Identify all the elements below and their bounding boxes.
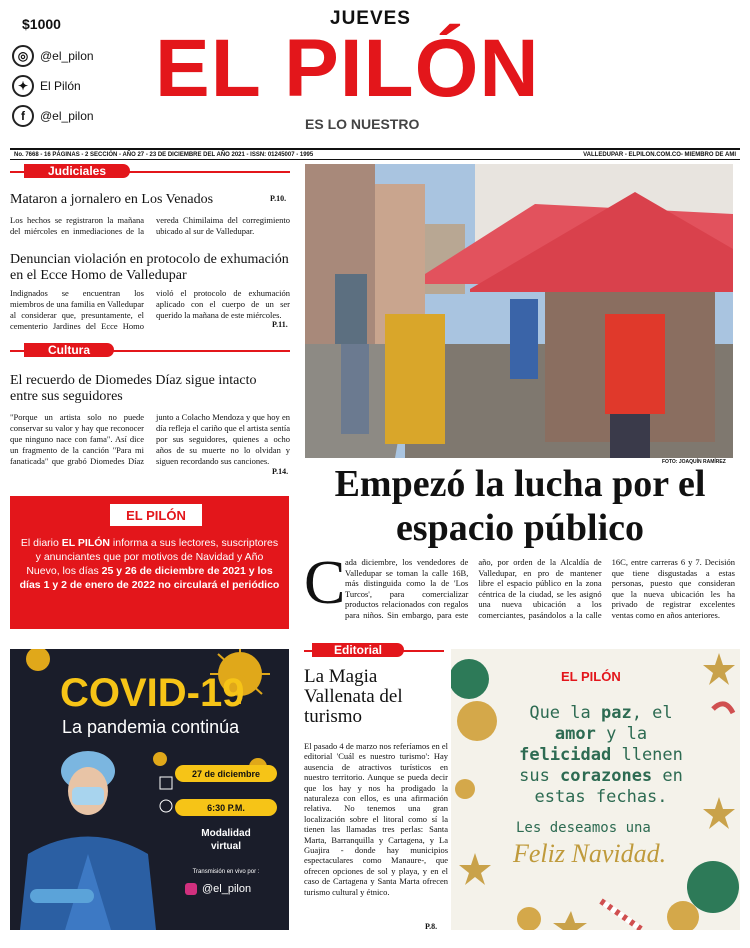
story-body: Indignados se encuentran los miembros de una familia en Valledupar al considerar que, presuntamente, el cementerio Jardines del Ecce Homo violó el protocolo de exhumación aplicado con el cuerpo de un ser querido la mañana de este miércoles. <box>10 288 290 331</box>
tab-judiciales: Judiciales <box>24 164 130 178</box>
covid-ad <box>10 649 289 930</box>
drop-cap: C <box>304 549 346 617</box>
story-headline: Mataron a jornalero en Los Venados <box>10 192 214 207</box>
page-ref: P.10. <box>270 194 287 203</box>
social-instagram[interactable] <box>12 45 94 67</box>
front-photo <box>305 164 733 458</box>
covid-subtitle: La pandemia continúa <box>62 717 240 737</box>
event-mode: Modalidad virtual <box>201 828 251 852</box>
xmas-wish: Les deseamos una <box>516 820 651 836</box>
xmas-message: Que la paz, el amor y la felicidad llenen sus corazones en estas fechas. <box>519 703 683 807</box>
tab-cultura: Cultura <box>24 343 114 357</box>
photo-credit: FOTO: JOAQUÍN RAMÍREZ <box>662 459 726 465</box>
weekday: JUEVES <box>330 8 411 29</box>
event-date: 27 de diciembre <box>175 765 277 782</box>
story-body: Los hechos se registraron la mañana del miércoles en inmediaciones de la vereda Chimilaima del corregimiento ubicado al sur de Valledupar. <box>10 215 290 236</box>
xmas-logo: EL PILÓN <box>561 669 621 684</box>
tab-editorial: Editorial <box>312 643 404 657</box>
twitter-handle: El Pilón <box>40 79 81 93</box>
issue-info: No. 7668 - 16 PÁGINAS - 2 SECCIÓN - AÑO 27 - 23 DE DICIEMBRE DEL AÑO 2021 - ISSN: 01245007 - 1995 <box>14 151 314 158</box>
issue-site: VALLEDUPAR - ELPILON.COM.CO- MIEMBRO DE AMI <box>583 151 736 158</box>
main-headline: Empezó la lucha por el espacio público <box>334 463 706 549</box>
street-market-photo <box>305 164 733 458</box>
xmas-feliz-navidad: Feliz Navidad. <box>513 839 667 868</box>
twitter-icon: ✦ <box>12 75 34 97</box>
page-ref: P.11. <box>272 320 288 329</box>
slogan: ES LO NUESTRO <box>305 116 420 132</box>
covid-title: COVID-19 <box>60 671 245 715</box>
instagram-icon <box>185 883 197 895</box>
page-ref: P.8. <box>425 922 438 931</box>
story-headline: Denuncian violación en protocolo de exhumación en el Ecce Homo de Valledupar <box>10 252 289 283</box>
event-time: 6:30 P.M. <box>175 799 277 816</box>
page-ref: P.14. <box>272 467 289 476</box>
facebook-handle: @el_pilon <box>40 109 94 123</box>
christmas-ad <box>451 649 740 930</box>
notice-text: El diario EL PILÓN informa a sus lectores, suscriptores y anunciantes que por motivos de Navidad y Año Nuevo, los días 25 y 26 de diciembre de 2021 y los días 1 y 2 de enero de 2022 no circulará el periódico <box>19 537 280 591</box>
instagram-handle: @el_pilon <box>40 49 94 63</box>
social-facebook[interactable] <box>12 105 94 127</box>
facebook-icon: f <box>12 105 34 127</box>
circulation-notice <box>10 496 289 629</box>
live-handle[interactable]: @el_pilon <box>185 883 251 895</box>
editorial-title: La Magia Vallenata del turismo <box>304 666 403 727</box>
price: $1000 <box>22 16 61 32</box>
social-twitter[interactable] <box>12 75 81 97</box>
story-headline: El recuerdo de Diomedes Díaz sigue intacto entre sus seguidores <box>10 373 257 404</box>
main-story-body: ada diciembre, los vendedores de Valledupar se toman la calle 16B, más distinguida como la de 'Los Turcos', para comercializar productos relacionados con regalos para niños. Sin embargo, para este año, por orden de la Alcaldía de Valledupar, en pro de mantener libre el espacio público en la zona céntrica de la ciudad, se les asignó una nueva ubicación a los comerciantes, pasándolos a la calle 16C, entre carreras 6 y 7. Decisión que tiene disgustadas a estas personas, puesto que consideran que la nueva ubicación les ha privado de registrar excelentes ventas como en años anteriores. <box>345 557 735 620</box>
masthead-logo: EL PILÓN <box>155 23 540 114</box>
notice-logo: EL PILÓN <box>110 504 202 526</box>
editorial-body: El pasado 4 de marzo nos referíamos en el editorial 'Cuál es nuestro turismo': Hay ausencia de atractivos turísticos en nuestro territorio. Aunque se pueda decir que los hay y nos ha prodigado la naturaleza con ellos, es una afirmación relativa. No tenemos una gran localización sobre el litoral como sí la tienen las llamadas tres perlas: Santa Marta, Barranquilla y Cartagena, y La Guajira - donde hay municipios espectaculares como Manaure-, que ofrecen opciones de sol y playa, y en el caso de Cartagena y Santa Marta ofrecen turismo cultural y étnico. <box>304 741 448 897</box>
instagram-icon: ◎ <box>12 45 34 67</box>
issue-info-bar <box>10 148 740 160</box>
story-body: "Porque un artista solo no puede conservar su valor y hay que reconocer que ninguno nace con fama". Así dice un fragmento de la canción "Para mi fanaticada" que grabó Diomedes Díaz junto a Colacho Mendoza y que hoy en día refleja el cariño que el artista sentía por sus seguidores, quienes a ocho años de su muerte no lo olvidan y siguen recordando sus canciones. <box>10 412 290 466</box>
live-label: Transmisión en vivo por : <box>192 869 260 875</box>
